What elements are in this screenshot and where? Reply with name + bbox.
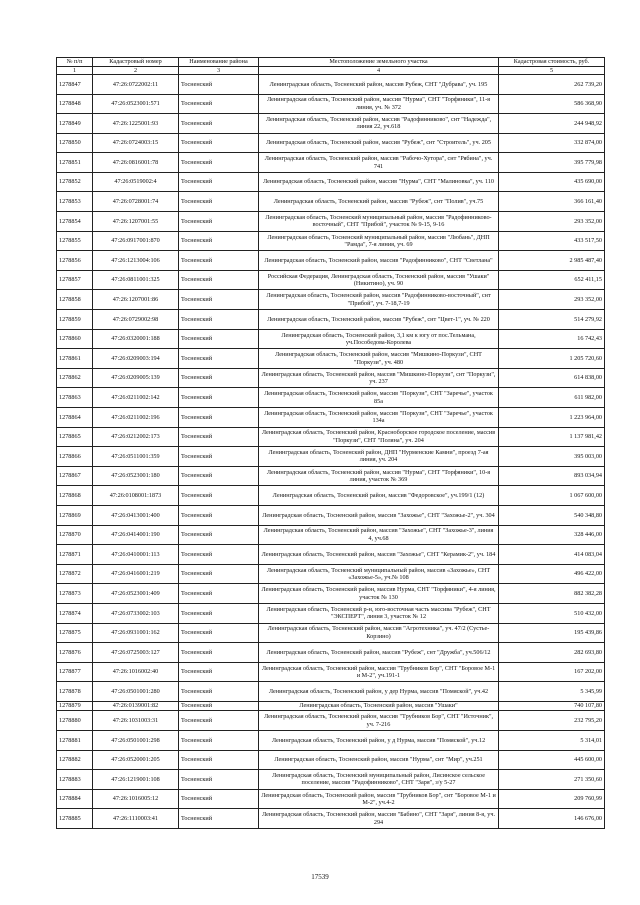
table-row [57,368,605,388]
cadastral-number: 47:26:1213004:106 [93,251,179,271]
table-row [57,388,605,408]
district-name: Тосненский [179,789,259,809]
row-number: 1278860 [57,329,93,349]
cadastral-value: 586 368,90 [499,94,605,114]
district-name: Тосненский [179,701,259,711]
cadastral-number: 47:26:0722002:11 [93,74,179,94]
cadastral-value: 435 690,00 [499,172,605,192]
row-number: 1278859 [57,310,93,330]
land-location: Ленинградская область, Тосненский район, массив Рубеж, СНТ "Дубрава", уч. 195 [259,74,499,94]
cadastral-number: 47:26:0931001:162 [93,623,179,643]
cadastral-value: 433 517,50 [499,231,605,251]
cadastral-value: 1 067 600,00 [499,486,605,506]
table-header-row [57,58,605,67]
district-name: Тосненский [179,466,259,486]
table-row [57,329,605,349]
district-name: Тосненский [179,584,259,604]
table-row [57,564,605,584]
row-number: 1278852 [57,172,93,192]
cadastral-number: 47:26:0729002:98 [93,310,179,330]
column-number: 5 [499,66,605,74]
row-number: 1278848 [57,94,93,114]
row-number: 1278876 [57,643,93,663]
land-location: Ленинградская область, Тосненский район, массив "Ушаки" [259,701,499,711]
table-row [57,172,605,192]
cadastral-number: 47:26:0733002:103 [93,603,179,623]
table-body [57,74,605,828]
row-number: 1278877 [57,662,93,682]
land-location: Ленинградская область, Тосненский район, массив "Радофинниково", снт "Надежда", линия 22, уч.618 [259,114,499,134]
table-row [57,486,605,506]
district-name: Тосненский [179,114,259,134]
district-name: Тосненский [179,270,259,290]
cadastral-number: 47:26:0917001:870 [93,231,179,251]
district-name: Тосненский [179,682,259,702]
table-row [57,623,605,643]
row-number: 1278864 [57,408,93,428]
district-name: Тосненский [179,310,259,330]
header-location: Местоположение земельного участка [259,58,499,67]
cadastral-number: 47:26:0523001:571 [93,94,179,114]
cadastral-value: 2 985 487,40 [499,251,605,271]
table-row [57,408,605,428]
cadastral-number: 47:26:1031003:31 [93,711,179,731]
row-number: 1278873 [57,584,93,604]
cadastral-number: 47:26:0209005:139 [93,368,179,388]
row-number: 1278855 [57,231,93,251]
district-name: Тосненский [179,74,259,94]
table-row [57,545,605,565]
cadastral-value: 167 202,00 [499,662,605,682]
table-row [57,682,605,702]
district-name: Тосненский [179,172,259,192]
cadastral-value: 510 432,00 [499,603,605,623]
district-name: Тосненский [179,731,259,751]
table-row [57,447,605,467]
cadastral-value: 882 382,28 [499,584,605,604]
row-number: 1278875 [57,623,93,643]
district-name: Тосненский [179,329,259,349]
row-number: 1278869 [57,505,93,525]
header-number: № п/п [57,58,93,67]
district-name: Тосненский [179,212,259,232]
land-location: Ленинградская область, Тосненский район, массив "Нурма", СНТ "Торфяники", 10-я линия, участок № 369 [259,466,499,486]
table-row [57,789,605,809]
cadastral-value: 614 838,00 [499,368,605,388]
district-name: Тосненский [179,153,259,173]
district-name: Тосненский [179,231,259,251]
cadastral-number: 47:26:0413001:400 [93,505,179,525]
column-number: 4 [259,66,499,74]
column-number: 3 [179,66,259,74]
row-number: 1278847 [57,74,93,94]
district-name: Тосненский [179,447,259,467]
land-location: Ленинградская область, Тосненский район, 3,1 км к югу от пос.Тельмана, уч.Пособедова-Королева [259,329,499,349]
row-number: 1278851 [57,153,93,173]
row-number: 1278871 [57,545,93,565]
row-number: 1278861 [57,349,93,369]
table-row [57,310,605,330]
table-row [57,701,605,711]
table-row [57,153,605,173]
cadastral-value: 293 352,00 [499,290,605,310]
cadastral-number: 47:26:0211002:196 [93,408,179,428]
district-name: Тосненский [179,770,259,790]
table-row [57,94,605,114]
cadastral-number: 47:26:0724003:15 [93,133,179,153]
land-location: Ленинградская область, Тосненский район, массив "Рубеж", снт "Полив", уч.75 [259,192,499,212]
row-number: 1278850 [57,133,93,153]
district-name: Тосненский [179,388,259,408]
row-number: 1278865 [57,427,93,447]
cadastral-value: 146 676,00 [499,809,605,829]
header-district: Наименование района [179,58,259,67]
land-location: Ленинградская область, Тосненский район, массив "Трубников Бор", СНТ "Источник", уч. 7-216 [259,711,499,731]
district-name: Тосненский [179,427,259,447]
table-row [57,711,605,731]
cadastral-number: 47:26:0501001:280 [93,682,179,702]
cadastral-value: 514 279,92 [499,310,605,330]
cadastral-value: 195 439,86 [499,623,605,643]
cadastral-number: 47:26:0725003:127 [93,643,179,663]
cadastral-value: 893 034,94 [499,466,605,486]
land-location: Ленинградская область, Тосненский район, у дер Нурма, массив "Помяской", уч.42 [259,682,499,702]
cadastral-value: 1 137 981,42 [499,427,605,447]
cadastral-value: 5 345,99 [499,682,605,702]
cadastral-number: 47:26:0209003:194 [93,349,179,369]
land-location: Ленинградская область, Тосненский район, массив "Захожье", СНТ "Захожье-3", линия 4, уч.68 [259,525,499,545]
cadastral-number: 47:26:1207001:86 [93,290,179,310]
district-name: Тосненский [179,643,259,663]
table-row [57,74,605,94]
row-number: 1278880 [57,711,93,731]
district-name: Тосненский [179,368,259,388]
cadastral-number: 47:26:1207001:55 [93,212,179,232]
cadastral-value: 740 107,80 [499,701,605,711]
district-name: Тосненский [179,251,259,271]
land-location: Ленинградская область, Тосненский муниципальный район, массив "Любань", ДНП "Рамда", 7-я линия, уч. 69 [259,231,499,251]
row-number: 1278854 [57,212,93,232]
district-name: Тосненский [179,349,259,369]
table-row [57,466,605,486]
cadastral-number: 47:26:0416001:219 [93,564,179,584]
row-number: 1278885 [57,809,93,829]
land-location: Ленинградская область, Тосненский район, массив Нурма, СНТ "Торфяники", 4-я линия, участок № 130 [259,584,499,604]
district-name: Тосненский [179,603,259,623]
table-row [57,212,605,232]
land-location: Ленинградская область, Тосненский район, массив "Нурма", СНТ "Малиновка", уч. 110 [259,172,499,192]
cadastral-number: 47:26:0212002:173 [93,427,179,447]
row-number: 1278874 [57,603,93,623]
table-row [57,231,605,251]
column-number: 2 [93,66,179,74]
land-location: Ленинградская область, Тосненский муниципальный район, массив «Захожье», СНТ «Захожье-5», уч.№ 108 [259,564,499,584]
document-page [56,57,604,829]
land-location: Ленинградская область, Тосненский район, массив "Поркузи", СНТ "Заречье", участок 85а [259,388,499,408]
land-location: Ленинградская область, Тосненский район, массив "Поркузи", СНТ "Заречье", участок 134а [259,408,499,428]
row-number: 1278857 [57,270,93,290]
cadastral-value: 1 205 720,60 [499,349,605,369]
cadastral-number: 47:26:0320001:188 [93,329,179,349]
district-name: Тосненский [179,94,259,114]
page-number: 17539 [311,873,329,881]
district-name: Тосненский [179,486,259,506]
row-number: 1278881 [57,731,93,751]
header-cadastral-value: Кадастровая стоимость, руб. [499,58,605,67]
table-row [57,270,605,290]
district-name: Тосненский [179,809,259,829]
land-location: Ленинградская область, Тосненский район, массив "Нурма", СНТ "Торфяники", 11-я линия, уч. № 372 [259,94,499,114]
table-row [57,584,605,604]
table-row [57,770,605,790]
cadastral-number: 47:26:0501001:298 [93,731,179,751]
table-row [57,525,605,545]
land-location: Ленинградская область, Тосненский район, массив "Мишкино-Поркузи", СНТ "Поркузи", уч. 480 [259,349,499,369]
row-number: 1278858 [57,290,93,310]
district-name: Тосненский [179,545,259,565]
land-location: Ленинградская область, Тосненский район, Красноборское городское поселение, массив "Поркузи", СНТ "Поляна", уч. 204 [259,427,499,447]
table-row [57,251,605,271]
cadastral-value: 540 348,80 [499,505,605,525]
district-name: Тосненский [179,525,259,545]
district-name: Тосненский [179,408,259,428]
cadastral-value: 271 350,60 [499,770,605,790]
cadastral-value: 414 083,04 [499,545,605,565]
cadastral-value: 282 693,80 [499,643,605,663]
row-number: 1278853 [57,192,93,212]
cadastral-number: 47:26:0811001:325 [93,270,179,290]
cadastral-number: 47:26:1110003:41 [93,809,179,829]
land-location: Ленинградская область, Тосненский район, ДНП "Нурменские Камни", проезд 7-ая линия, уч. 204 [259,447,499,467]
land-location: Ленинградская область, Тосненский район, массив "Бабино", СНТ "Заря", линия 8-я, уч. 294 [259,809,499,829]
row-number: 1278870 [57,525,93,545]
cadastral-number: 47:26:0414001:190 [93,525,179,545]
land-location: Ленинградская область, Тосненский район, массив "Захожье", СНТ "Керамик-2", уч. 184 [259,545,499,565]
cadastral-value: 262 739,20 [499,74,605,94]
cadastral-value: 332 874,00 [499,133,605,153]
land-location: Ленинградская область, Тосненский район, массив "Рубеж", снт "Строитель", уч. 205 [259,133,499,153]
cadastral-number: 47:26:0728001:74 [93,192,179,212]
table-row [57,349,605,369]
cadastral-value: 611 982,00 [499,388,605,408]
cadastral-value: 652 411,15 [499,270,605,290]
cadastral-value: 16 742,43 [499,329,605,349]
land-location: Ленинградская область, Тосненский муниципальный район, Лисинское сельское поселение, массив "Радофинниково", СНТ "Заря", з/у 5-27 [259,770,499,790]
district-name: Тосненский [179,192,259,212]
cadastral-number: 47:26:0511001:359 [93,447,179,467]
row-number: 1278867 [57,466,93,486]
header-cadastral-number: Кадастровый номер [93,58,179,67]
cadastral-number: 47:26:1016002:40 [93,662,179,682]
cadastral-value: 395 779,98 [499,153,605,173]
cadastral-value: 5 314,01 [499,731,605,751]
district-name: Тосненский [179,711,259,731]
land-location: Ленинградская область, Тосненский район, массив "Захожье", СНТ "Захожье-2", уч. 304 [259,505,499,525]
table-row [57,290,605,310]
row-number: 1278872 [57,564,93,584]
cadastral-number: 47:26:0523001:180 [93,466,179,486]
cadastral-number: 47:26:0520001:205 [93,750,179,770]
cadastral-number: 47:26:0519002:4 [93,172,179,192]
row-number: 1278882 [57,750,93,770]
land-location: Ленинградская область, Тосненский район, массив "Рабочо-Хутора", снт "Рябина", уч. 741 [259,153,499,173]
table-row [57,750,605,770]
row-number: 1278879 [57,701,93,711]
row-number: 1278878 [57,682,93,702]
column-number: 1 [57,66,93,74]
land-location: Ленинградская область, Тосненский район, массив "Рубеж", снт "Дружба", уч.506/12 [259,643,499,663]
land-location: Ленинградская область, Тосненский район, массив "Федоровское", уч.199/1 (12) [259,486,499,506]
land-location: Ленинградская область, Тосненский район, массив "Рубеж", снт "Цвет-1", уч. № 220 [259,310,499,330]
cadastral-value: 395 003,00 [499,447,605,467]
land-location: Ленинградская область, Тосненский район, у д Нурма, массив "Помяской", уч.12 [259,731,499,751]
cadastral-value: 293 352,00 [499,212,605,232]
cadastral-value: 1 223 964,00 [499,408,605,428]
district-name: Тосненский [179,564,259,584]
cadastral-number: 47:26:1016005:12 [93,789,179,809]
district-name: Тосненский [179,505,259,525]
land-location: Российская Федерация, Ленинградская область, Тосненский район, массив "Ушаки" (Никитино), уч. 90 [259,270,499,290]
land-location: Ленинградская область, Тосненский район, массив "Трубников Бор", снт "Боровое М-1 и М-2", уч.4-2 [259,789,499,809]
land-location: Ленинградская область, Тосненский район, массив "Радофинниково-восточный", снт "Прибой", уч. 7-18,7-19 [259,290,499,310]
cadastral-value: 232 795,20 [499,711,605,731]
table-row [57,603,605,623]
table-row [57,133,605,153]
row-number: 1278856 [57,251,93,271]
land-location: Ленинградская область, Тосненский район, массив "Агротехника", уч. 47/2 (Сустье-Корзино) [259,623,499,643]
land-location: Ленинградская область, Тосненский р-н, юго-восточная часть массива "Рубеж", СНТ "ЭКСПЕРТ", линия 3, участок № 12 [259,603,499,623]
column-number-row [57,66,605,74]
cadastral-number: 47:26:0523001:409 [93,584,179,604]
district-name: Тосненский [179,133,259,153]
table-row [57,809,605,829]
district-name: Тосненский [179,623,259,643]
table-row [57,505,605,525]
row-number: 1278883 [57,770,93,790]
row-number: 1278866 [57,447,93,467]
row-number: 1278884 [57,789,93,809]
district-name: Тосненский [179,750,259,770]
row-number: 1278868 [57,486,93,506]
land-location: Ленинградская область, Тосненский район, массив "Мишкино-Поркузи", снт "Поркузи", уч. 237 [259,368,499,388]
table-row [57,643,605,663]
district-name: Тосненский [179,662,259,682]
cadastral-number: 47:26:0108001:1873 [93,486,179,506]
cadastral-value: 366 161,40 [499,192,605,212]
land-location: Ленинградская область, Тосненский муниципальный район, массив "Радофинниково-восточный", СНТ "Прибой", участок № 9-15, 9-16 [259,212,499,232]
table-row [57,662,605,682]
cadastral-number: 47:26:0211002:142 [93,388,179,408]
cadastral-number: 47:26:1219001:108 [93,770,179,790]
cadastral-number: 47:26:1225001:93 [93,114,179,134]
cadastral-value: 209 760,99 [499,789,605,809]
cadastral-number: 47:26:0816001:78 [93,153,179,173]
row-number: 1278863 [57,388,93,408]
table-row [57,192,605,212]
land-location: Ленинградская область, Тосненский район, массив "Трубников Бор", СНТ "Боровое М-1 и М-2", уч.191-1 [259,662,499,682]
table-row [57,114,605,134]
table-row [57,427,605,447]
cadastral-value: 328 446,00 [499,525,605,545]
cadastral-value: 445 600,00 [499,750,605,770]
land-location: Ленинградская область, Тосненский район, массив "Радофинниково", СНТ "Светлана" [259,251,499,271]
row-number: 1278862 [57,368,93,388]
land-location: Ленинградская область, Тосненский район, массив "Нурма", снт "Мир", уч.251 [259,750,499,770]
cadastral-value: 496 422,00 [499,564,605,584]
row-number: 1278849 [57,114,93,134]
cadastral-number: 47:26:0139001:82 [93,701,179,711]
cadastral-number: 47:26:0410001:113 [93,545,179,565]
table-row [57,731,605,751]
cadastral-value-table [56,57,605,829]
district-name: Тосненский [179,290,259,310]
cadastral-value: 244 948,92 [499,114,605,134]
